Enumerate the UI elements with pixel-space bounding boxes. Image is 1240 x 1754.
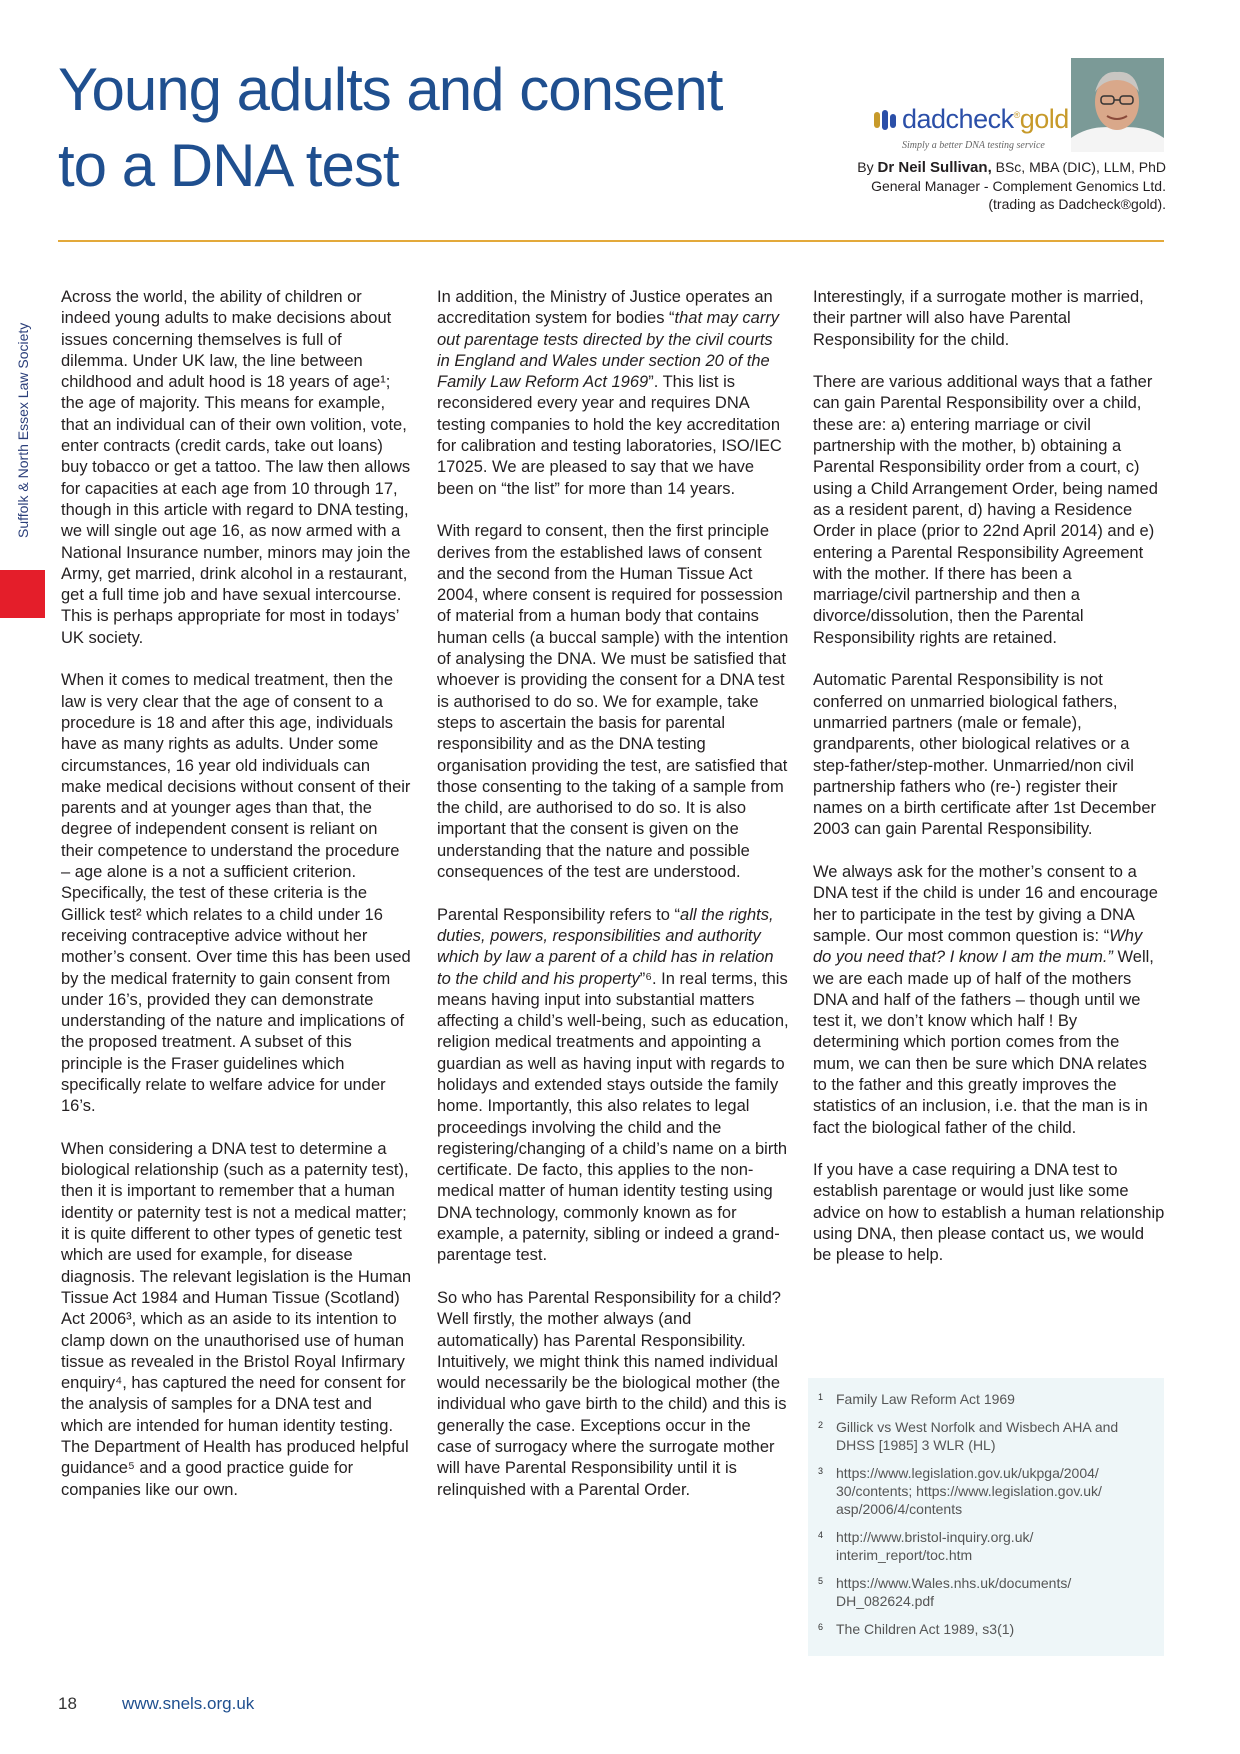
logo-tagline: Simply a better DNA testing service: [902, 140, 1045, 151]
logo-wordmark: [902, 104, 1069, 135]
footnote-text: http://www.bristol-inquiry.org.uk/ interim_report/toc.htm: [836, 1529, 1034, 1563]
footnote-number: 5: [818, 1576, 824, 1586]
footnote-2: [812, 1418, 1154, 1454]
footnote-text: https://www.legislation.gov.uk/ukpga/2004/ 30/contents; https://www.legislation.gov.uk/ asp/2006/4/contents: [836, 1465, 1102, 1517]
author-photo: [1071, 58, 1164, 152]
page-footer: [58, 1694, 255, 1714]
col1-paragraph-1: Across the world, the ability of children or indeed young adults to make decisions about issues concerning themselves is full of dilemma. Under UK law, the line between childhood and adult hood is 18 years of age¹; the age of majority. This means for example, that an individual can of their own volition, vote, enter contracts (credit cards, take out loans) buy tobacco or get a tattoo. The law then allows for capacities at each age from 10 through 17, though in this article with regard to DNA testing, we will single out age 16, as now armed with a National Insurance number, minors may join the Army, get married, drink alcohol in a restaurant, get a full time job and have sexual intercourse. This is perhaps appropriate for most in todays’ UK society.: [61, 288, 411, 647]
footnote-5: [812, 1574, 1154, 1610]
footnote-number: 2: [818, 1420, 824, 1430]
article-column-2: [437, 287, 789, 1522]
footnote-text: https://www.Wales.nhs.uk/documents/ DH_082624.pdf: [836, 1575, 1072, 1609]
col2-p3-quote: all the rights, duties, powers, responsibilities and authority which by law a parent of a child has in relation to the child and his property: [437, 905, 774, 988]
col3-paragraph-1: Interestingly, if a surrogate mother is married, their partner will also have Parental Responsibility for the child.: [813, 288, 1144, 349]
col2-p1-text-a: In addition, the Ministry of Justice operates an accreditation system for bodies “: [437, 288, 773, 328]
author-name: Dr Neil Sullivan,: [877, 159, 992, 176]
sidebar-red-tab: [0, 570, 45, 618]
footnote-4: [812, 1528, 1154, 1564]
col3-p4-text-a: We always ask for the mother’s consent to a DNA test if the child is under 16 and encourage her to participate in the test by giving a DNA sample. Our most common question is: “: [813, 863, 1158, 945]
col2-p1-quote: that may carry out parentage tests directed by the civil courts in England and Wales under section 20 of the Family Law Reform Act 1969: [437, 309, 780, 392]
dadcheck-logo-icon: [872, 108, 898, 134]
footnote-text: The Children Act 1989, s3(1): [836, 1621, 1015, 1637]
article-column-3: [813, 287, 1165, 1288]
footnote-3: [812, 1464, 1154, 1518]
col1-paragraph-3: When considering a DNA test to determine a biological relationship (such as a paternity test), then it is important to remember that a human identity or paternity test is not a medical matter; it is quite different to other types of genetic test which are used for example, for disease diagnosis. The relevant legislation is the Human Tissue Act 1984 and Human Tissue (Scotland) Act 2006³, which as an aside to its intention to clamp down on the unauthorised use of human tissue as revealed in the Bristol Royal Infirmary enquiry⁴, has captured the need for consent for the analysis of samples for a DNA test and which are intended for human identity testing. The Department of Health has produced helpful guidance⁵ and a good practice guide for companies like our own.: [61, 1139, 412, 1499]
sidebar-society-label: Suffolk & North Essex Law Society: [15, 322, 31, 538]
footnotes-panel: [808, 1378, 1164, 1656]
col3-p4-quote: Why do you need that? I know I am the mum.”: [813, 926, 1143, 967]
title-line-1: Young adults and consent: [58, 56, 723, 123]
dadcheck-gold-logo: [872, 106, 1072, 154]
author-byline: [766, 158, 1166, 213]
footnote-text: Gillick vs West Norfolk and Wisbech AHA and DHSS [1985] 3 WLR (HL): [836, 1419, 1119, 1453]
col3-paragraph-5: If you have a case requiring a DNA test to establish parentage or would just like some advice on how to establish a human relationship using DNA, then please contact us, we would be please to help.: [813, 1161, 1165, 1265]
col3-paragraph-4: [813, 862, 1165, 1139]
col2-p3-text-b: ”⁶. In real terms, this means having input into substantial matters affecting a child’s well-being, such as education, religion medical treatments and appointing a guardian as well as having input with regards to holidays and extended stays outside the family home. Importantly, this also relates to legal proceedings involving the child and the registering/changing of a child’s name on a birth certificate. De facto, this applies to the non-medical matter of human identity testing using DNA technology, commonly known as for example, a paternity, sibling or indeed a grand-parentage test.: [437, 969, 789, 1265]
byline-by: By: [857, 159, 874, 175]
page-number: 18: [58, 1694, 77, 1713]
col2-p1-text-b: ”. This list is reconsidered every year and requires DNA testing companies to hold the key accreditation for calibration and testing laboratories, ISO/IEC 17025. We are pleased to say that we have been on “the list” for more than 14 years.: [437, 373, 782, 498]
header-divider: [58, 240, 1164, 242]
title-line-2: to a DNA test: [58, 132, 399, 199]
logo-name-gold: gold: [1019, 104, 1069, 134]
col3-paragraph-3: Automatic Parental Responsibility is not conferred on unmarried biological fathers, unmarried partners (male or female), grandparents, other biological relatives or a step-father/step-mother. Unmarried/non civil partnership fathers who (re-) register their names on a birth certificate after 1st December 2003 can gain Parental Responsibility.: [813, 671, 1156, 839]
footnote-number: 4: [818, 1530, 824, 1540]
col3-p4-text-b: Well, we are each made up of half of the mothers DNA and half of the fathers – though until we test it, we don’t know which half ! By determining which portion comes from the mum, we can then be sure which DNA relates to the father and this greatly improves the statistics of an inclusion, i.e. that the man is in fact the biological father of the child.: [813, 948, 1154, 1137]
author-portrait-image: [1071, 58, 1164, 152]
author-role: General Manager - Complement Genomics Ltd.: [871, 178, 1166, 194]
author-trading: (trading as Dadcheck®gold).: [988, 196, 1166, 212]
footnote-6: [812, 1620, 1154, 1638]
footer-website-link[interactable]: www.snels.org.uk: [122, 1694, 255, 1713]
logo-name-accent: [1014, 104, 1069, 134]
logo-name-main: dadcheck: [902, 104, 1014, 134]
footnote-number: 3: [818, 1466, 824, 1476]
footnote-text: Family Law Reform Act 1969: [836, 1391, 1015, 1407]
logo-reg: ®: [1013, 110, 1020, 120]
col3-paragraph-2: There are various additional ways that a father can gain Parental Responsibility over a child, these are: a) entering marriage or civil partnership with the mother, b) obtaining a Parental Responsibility order from a court, c) using a Child Arrangement Order, being named as a resident parent, d) having a Residence Order in place (prior to 22nd April 2014) and e) entering a Parental Responsibility Agreement with the mother. If there has been a marriage/civil partnership and then a divorce/dissolution, then the Parental Responsibility rights are retained.: [813, 373, 1158, 647]
article-column-1: [61, 287, 413, 1522]
article-title: [58, 52, 778, 204]
footnote-number: 6: [818, 1622, 824, 1632]
footnote-number: 1: [818, 1392, 824, 1402]
col2-paragraph-3: [437, 905, 789, 1267]
col1-paragraph-2: When it comes to medical treatment, then the law is very clear that the age of consent to a procedure is 18 and after this age, individuals have as many rights as adults. Under some circumstances, 16 year old individuals can make medical decisions without consent of their parents and at younger ages than that, the degree of independent consent is reliant on their competence to understand the procedure – age alone is a not a sufficient criterion. Specifically, the test of these criteria is the Gillick test² which relates to a child under 16 receiving contraceptive advice without her mother’s consent. Over time this has been used by the medical fraternity to gain consent from under 16’s, provided they can demonstrate understanding of the nature and implications of the proposed treatment. A subset of this principle is the Fraser guidelines which specifically relate to welfare advice for under 16’s.: [61, 671, 411, 1116]
byline-name-line: [766, 158, 1166, 177]
col2-paragraph-4: So who has Parental Responsibility for a child? Well firstly, the mother always (and automatically) has Parental Responsibility. Intuitively, we might think this named individual would necessarily be the biological mother (the individual who gave birth to the child) and this is generally the case. Exceptions occur in the case of surrogacy where the surrogate mother will have Parental Responsibility until it is relinquished with a Parental Order.: [437, 1288, 787, 1499]
col2-paragraph-2: With regard to consent, then the first principle derives from the established laws of consent and the second from the Human Tissue Act 2004, where consent is required for possession of material from a human body that contains human cells (a buccal sample) with the intention of analysing the DNA. We must be satisfied that whoever is providing the consent for a DNA test is authorised to do so. We for example, take steps to ascertain the basis for parental responsibility and as the DNA testing organisation providing the test, are satisfied that those consenting to the taking of a sample from the child, are authorised to do so. It is also important that the consent is given on the understanding that the nature and possible consequences of the test are understood.: [437, 522, 789, 882]
col2-paragraph-1: [437, 287, 789, 500]
col2-p3-text-a: Parental Responsibility refers to “: [437, 905, 681, 924]
author-credentials: BSc, MBA (DIC), LLM, PhD: [995, 159, 1166, 175]
footnote-1: [812, 1390, 1154, 1408]
